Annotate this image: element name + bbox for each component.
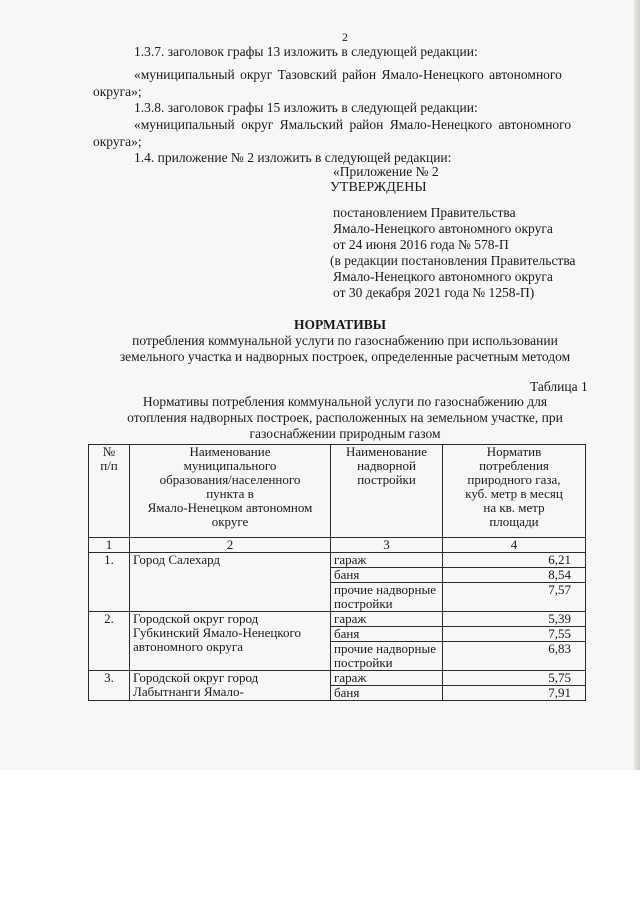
building-type: гараж bbox=[331, 553, 443, 568]
table-row bbox=[89, 612, 586, 627]
amendment-line: 1.4. приложение № 2 изложить в следующей редакции: bbox=[134, 150, 452, 165]
building-type: прочие надворные постройки bbox=[331, 642, 443, 671]
table-header-row bbox=[89, 445, 586, 538]
approval-line: от 30 декабря 2021 года № 1258-П) bbox=[333, 285, 535, 300]
amendment-line: округа»; bbox=[93, 84, 142, 99]
amendment-line: 1.3.8. заголовок графы 15 изложить в следующей редакции: bbox=[134, 100, 478, 115]
building-type: баня bbox=[331, 686, 443, 701]
building-type: прочие надворные постройки bbox=[331, 583, 443, 612]
building-type: гараж bbox=[331, 612, 443, 627]
building-type: гараж bbox=[331, 671, 443, 686]
approval-line: (в редакции постановления Правительства bbox=[330, 253, 576, 268]
norm-value: 6,21 bbox=[443, 553, 586, 568]
table-title: отопления надворных построек, расположенных на земельном участке, при bbox=[127, 410, 563, 425]
page-number: 2 bbox=[342, 30, 348, 44]
municipality-name: Городской округ город Губкинский Ямало-Ненецкого автономного округа bbox=[130, 612, 331, 671]
municipality-name: Город Салехард bbox=[130, 553, 331, 612]
header-building: Наименование надворной постройки bbox=[331, 445, 443, 538]
amendment-line: 1.3.7. заголовок графы 13 изложить в следующей редакции: bbox=[134, 44, 478, 59]
column-number: 1 bbox=[89, 538, 130, 553]
approval-line: Ямало-Ненецкого автономного округа bbox=[333, 269, 553, 284]
approval-line: Ямало-Ненецкого автономного округа bbox=[333, 221, 553, 236]
table-title: Нормативы потребления коммунальной услуги по газоснабжению для bbox=[142, 394, 548, 409]
appendix-label: «Приложение № 2 bbox=[333, 164, 439, 179]
table-title: газоснабжении природным газом bbox=[249, 426, 441, 441]
column-number: 3 bbox=[331, 538, 443, 553]
column-number-row bbox=[89, 538, 586, 553]
norm-value: 7,55 bbox=[443, 627, 586, 642]
table-row bbox=[89, 553, 586, 568]
norm-value: 5,75 bbox=[443, 671, 586, 686]
amendment-line: «муниципальный округ Тазовский район Ямало-Ненецкого автономного bbox=[134, 67, 562, 82]
building-type: баня bbox=[331, 568, 443, 583]
document-subtitle: земельного участка и надворных построек, определенные расчетным методом bbox=[119, 349, 571, 364]
norms-table bbox=[88, 444, 586, 701]
table-row bbox=[89, 671, 586, 686]
approval-line: от 24 июня 2016 года № 578-П bbox=[333, 237, 509, 252]
amendment-line: «муниципальный округ Ямальский район Ямало-Ненецкого автономного bbox=[134, 117, 572, 132]
approved-label: УТВЕРЖДЕНЫ bbox=[330, 180, 427, 195]
table-label: Таблица 1 bbox=[530, 379, 588, 394]
column-number: 4 bbox=[443, 538, 586, 553]
norm-value: 5,39 bbox=[443, 612, 586, 627]
document-title: НОРМАТИВЫ bbox=[293, 317, 387, 332]
row-number: 1. bbox=[89, 553, 130, 612]
scan-edge-shadow bbox=[634, 0, 640, 770]
amendment-line: округа»; bbox=[93, 134, 142, 149]
row-number: 2. bbox=[89, 612, 130, 671]
document-subtitle: потребления коммунальной услуги по газоснабжению при использовании bbox=[132, 333, 558, 348]
norm-value: 7,57 bbox=[443, 583, 586, 612]
header-num: № п/п bbox=[89, 445, 130, 538]
norm-value: 7,91 bbox=[443, 686, 586, 701]
norm-value: 6,83 bbox=[443, 642, 586, 671]
row-number: 3. bbox=[89, 671, 130, 701]
header-municipality: Наименование муниципального образования/населенного пункта в Ямало-Ненецком автономном округе bbox=[130, 445, 331, 538]
norm-value: 8,54 bbox=[443, 568, 586, 583]
column-number: 2 bbox=[130, 538, 331, 553]
approval-line: постановлением Правительства bbox=[333, 205, 516, 220]
building-type: баня bbox=[331, 627, 443, 642]
municipality-name: Городской округ город Лабытнанги Ямало- bbox=[130, 671, 331, 701]
header-norm: Норматив потребления природного газа, куб. метр в месяц на кв. метр площади bbox=[443, 445, 586, 538]
